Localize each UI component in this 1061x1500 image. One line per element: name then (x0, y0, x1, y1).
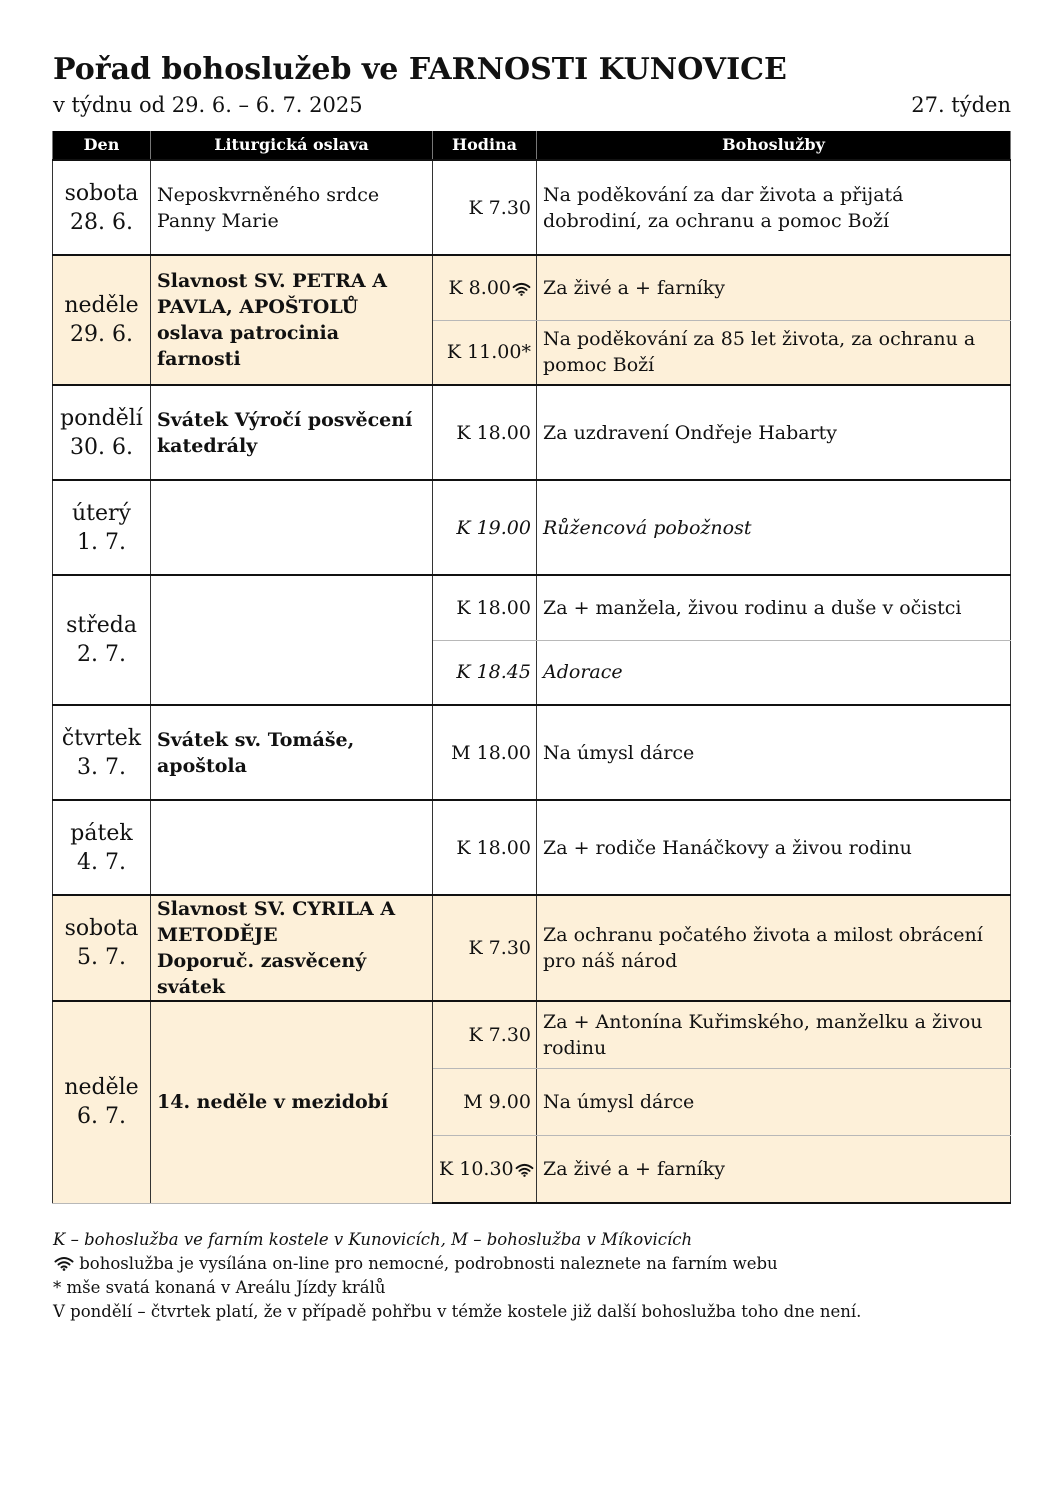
service-cell: Na poděkování za 85 let života, za ochranu a pomoc Boží (537, 320, 1011, 385)
service-cell: Za + manžela, živou rodinu a duše v očistci (537, 575, 1011, 640)
table-header-row (53, 131, 1011, 160)
service-cell: Za uzdravení Ondřeje Habarty (537, 385, 1011, 480)
liturgy-line: apoštola (157, 754, 247, 777)
hour-cell (433, 255, 537, 320)
service-cell: Za živé a + farníky (537, 255, 1011, 320)
column-header-hour: Hodina (433, 131, 537, 160)
liturgy-line: Panny Marie (157, 209, 279, 232)
liturgy-cell (151, 705, 433, 800)
column-header-services: Bohoslužby (537, 131, 1011, 160)
day-date: 29. 6. (70, 322, 133, 347)
day-cell (53, 705, 151, 800)
hour-cell (433, 480, 537, 575)
service-cell: Růžencová pobožnost (537, 480, 1011, 575)
wifi-icon (54, 1256, 74, 1271)
day-cell (53, 255, 151, 385)
page-title: Pořad bohoslužeb ve FARNOSTI KUNOVICE (53, 52, 787, 87)
hour-text: K 18.00 (456, 421, 531, 444)
legend-online-text: bohoslužba je vysílána on-line pro nemocné, podrobnosti naleznete na farním webu (79, 1254, 778, 1273)
day-name: čtvrtek (61, 726, 142, 751)
hour-text: K 7.30 (468, 196, 531, 219)
day-date: 5. 7. (77, 945, 126, 970)
hour-cell (433, 1001, 537, 1068)
day-cell (53, 895, 151, 1001)
hour-cell (433, 160, 537, 255)
day-name: úterý (72, 501, 131, 526)
table-row (53, 575, 1011, 640)
column-header-day: Den (53, 131, 151, 160)
hour-cell (433, 895, 537, 1001)
liturgy-line: METODĚJE (157, 924, 278, 946)
table-row (53, 160, 1011, 255)
liturgy-line: Slavnost SV. CYRILA A (157, 898, 396, 920)
table-row (53, 800, 1011, 895)
day-name: neděle (64, 1075, 139, 1101)
day-date: 4. 7. (77, 850, 126, 875)
wifi-icon (512, 282, 531, 296)
liturgy-line: Slavnost SV. PETRA A (157, 270, 388, 292)
day-date: 1. 7. (77, 530, 126, 555)
hour-cell (433, 640, 537, 705)
liturgy-line: Svátek Výročí posvěcení (157, 408, 413, 431)
service-cell: Na úmysl dárce (537, 705, 1011, 800)
liturgy-cell (151, 1001, 433, 1203)
liturgy-line: Doporuč. zasvěcený svátek (157, 950, 367, 998)
hour-cell (433, 800, 537, 895)
day-cell (53, 800, 151, 895)
day-cell (53, 575, 151, 705)
service-cell: Na úmysl dárce (537, 1068, 1011, 1135)
liturgy-cell (151, 895, 433, 1001)
hour-cell (433, 1135, 537, 1203)
day-name: pondělí (60, 406, 143, 431)
legend (53, 1228, 861, 1324)
hour-text: K 18.45 (456, 661, 531, 684)
wifi-icon (515, 1163, 534, 1177)
hour-text: K 18.00 (456, 836, 531, 859)
liturgy-cell (151, 255, 433, 385)
column-header-liturgy: Liturgická oslava (151, 131, 433, 160)
liturgy-line: Neposkvrněného srdce (157, 183, 380, 206)
hour-cell (433, 575, 537, 640)
hour-text: M 9.00 (463, 1090, 531, 1113)
legend-online (53, 1252, 861, 1276)
service-cell: Za + Antonína Kuřimského, manželku a živou rodinu (537, 1001, 1011, 1068)
day-date: 28. 6. (70, 210, 133, 235)
liturgy-cell (151, 385, 433, 480)
legend-funeral-note: V pondělí – čtvrtek platí, že v případě pohřbu v témže kostele již další bohoslužba toho dne není. (53, 1302, 862, 1321)
day-name: sobota (64, 916, 139, 941)
service-cell: Za ochranu počatého života a milost obrácení pro náš národ (537, 895, 1011, 1001)
day-name: středa (66, 613, 137, 638)
table-row (53, 255, 1011, 320)
legend-asterisk: * mše svatá konaná v Areálu Jízdy králů (53, 1278, 386, 1297)
hour-cell (433, 320, 537, 385)
day-date: 3. 7. (77, 755, 126, 780)
day-cell (53, 160, 151, 255)
service-cell: Na poděkování za dar života a přijatá dobrodiní, za ochranu a pomoc Boží (537, 160, 1011, 255)
hour-text: K 10.30 (439, 1157, 514, 1180)
liturgy-cell (151, 160, 433, 255)
hour-text: K 8.00 (448, 276, 511, 299)
liturgy-line: PAVLA, APOŠTOLŮ (157, 296, 359, 318)
day-date: 30. 6. (70, 435, 133, 460)
liturgy-cell (151, 800, 433, 895)
table-row (53, 1001, 1011, 1068)
week-number: 27. týden (911, 93, 1011, 117)
schedule-body (53, 160, 1011, 1203)
legend-abbreviations: K – bohoslužba ve farním kostele v Kunovicích, M – bohoslužba v Míkovicích (53, 1230, 693, 1249)
hour-text: K 19.00 (456, 516, 531, 539)
hour-text: K 7.30 (468, 1023, 531, 1046)
day-date: 6. 7. (77, 1104, 126, 1130)
day-name: neděle (64, 293, 139, 318)
hour-cell (433, 705, 537, 800)
day-cell (53, 385, 151, 480)
table-row (53, 385, 1011, 480)
week-range: v týdnu od 29. 6. – 6. 7. 2025 (53, 93, 363, 117)
liturgy-cell (151, 575, 433, 705)
service-cell: Za + rodiče Hanáčkovy a živou rodinu (537, 800, 1011, 895)
table-row (53, 480, 1011, 575)
liturgy-line: 14. neděle v mezidobí (157, 1091, 389, 1114)
day-name: sobota (64, 181, 139, 206)
liturgy-line: Svátek sv. Tomáše, (157, 728, 355, 751)
schedule-table (52, 131, 1011, 1204)
hour-cell (433, 1068, 537, 1135)
liturgy-cell (151, 480, 433, 575)
day-date: 2. 7. (77, 642, 126, 667)
hour-text: K 7.30 (468, 937, 531, 959)
table-row (53, 705, 1011, 800)
liturgy-line: katedrály (157, 434, 258, 457)
day-name: pátek (70, 821, 133, 846)
hour-text: M 18.00 (451, 741, 531, 764)
liturgy-line: oslava patrocinia farnosti (157, 322, 340, 370)
hour-cell (433, 385, 537, 480)
service-cell: Adorace (537, 640, 1011, 705)
table-row (53, 895, 1011, 1001)
hour-text: K 11.00* (446, 341, 531, 364)
day-cell (53, 1001, 151, 1203)
hour-text: K 18.00 (456, 596, 531, 619)
service-cell: Za živé a + farníky (537, 1135, 1011, 1203)
day-cell (53, 480, 151, 575)
